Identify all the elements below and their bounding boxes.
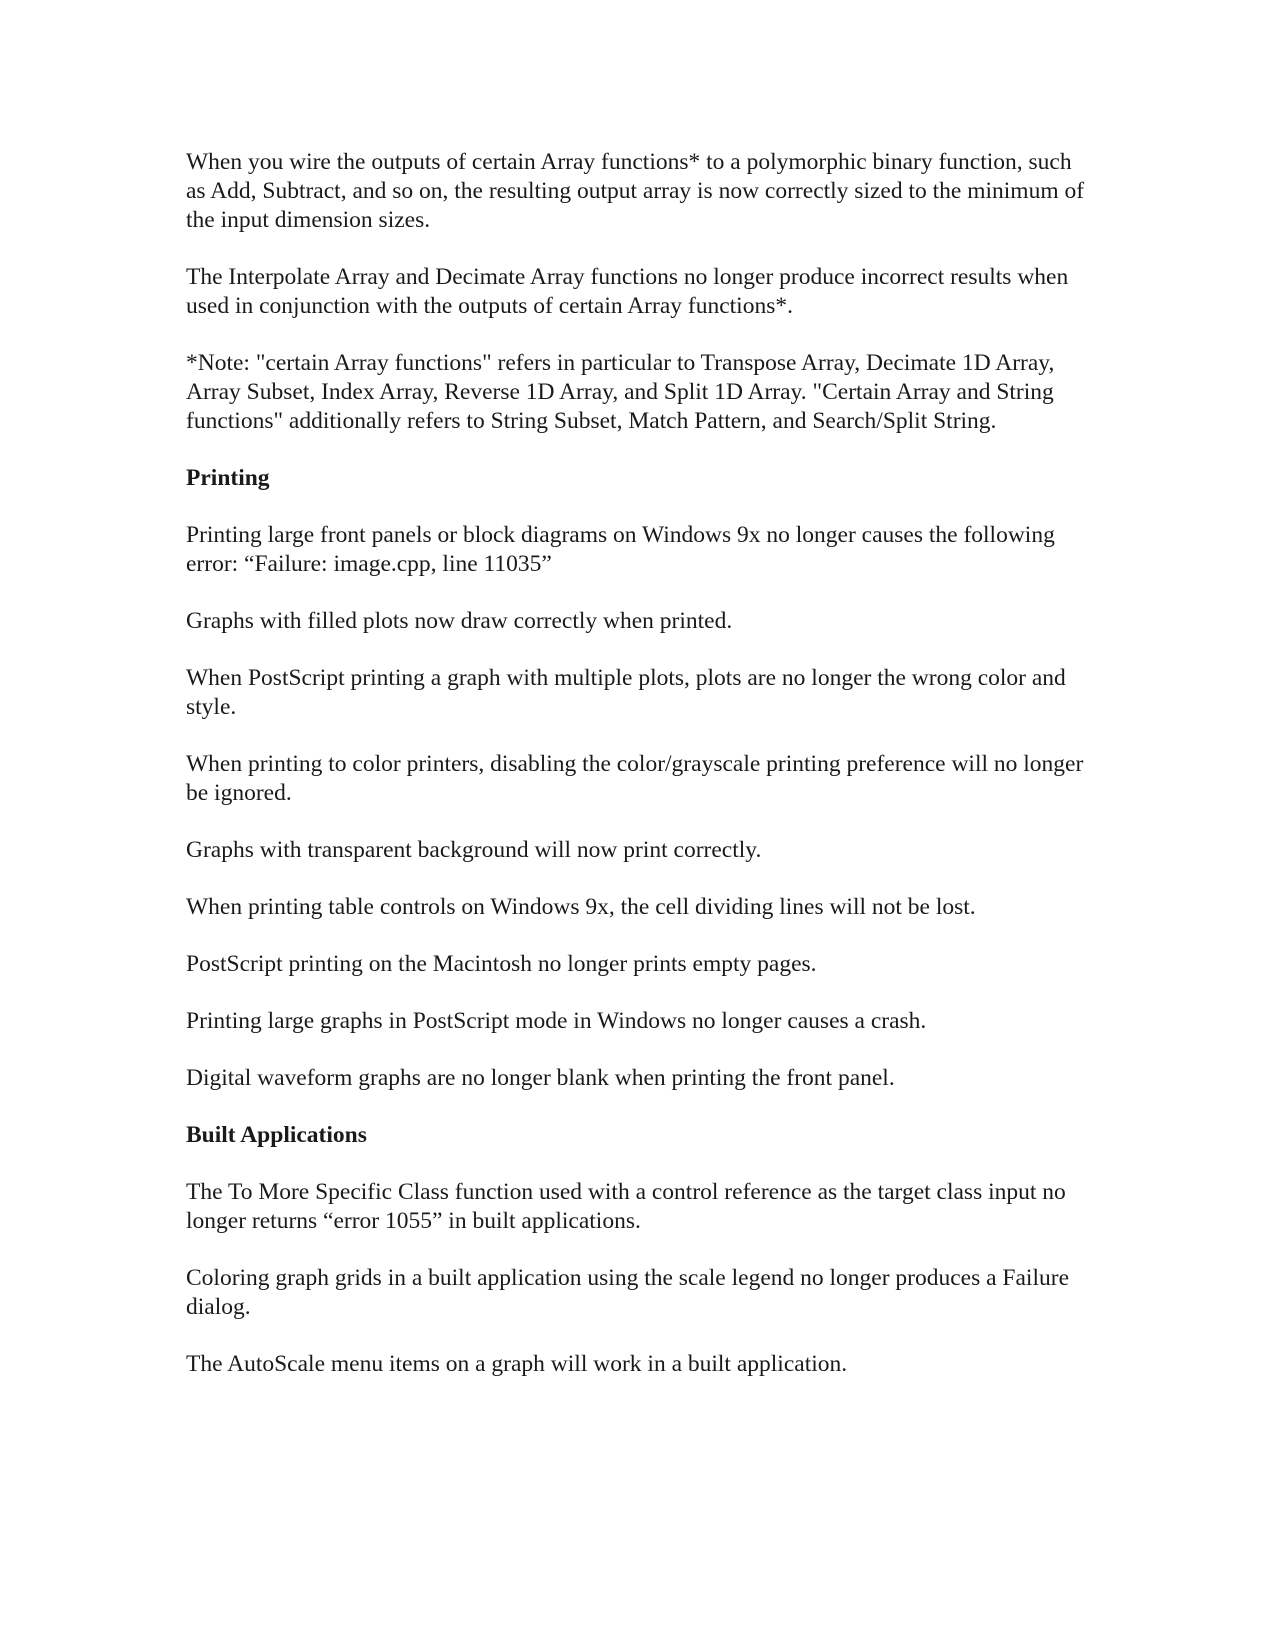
paragraph-filled-plots: Graphs with filled plots now draw correctly when printed. <box>186 608 733 634</box>
paragraph-large-graphs-crash: Printing large graphs in PostScript mode in Windows no longer causes a crash. <box>186 1008 927 1034</box>
paragraph-digital-waveform: Digital waveform graphs are no longer blank when printing the front panel. <box>186 1065 895 1091</box>
paragraph-postscript-multiple-plots: When PostScript printing a graph with multiple plots, plots are no longer the wrong color and style. <box>186 665 1066 720</box>
paragraph-transparent-background: Graphs with transparent background will now print correctly. <box>186 837 762 863</box>
paragraph-table-controls: When printing table controls on Windows 9x, the cell dividing lines will not be lost. <box>186 894 976 920</box>
document-body <box>186 148 1086 1407</box>
paragraph-array-binary-function: When you wire the outputs of certain Array functions* to a polymorphic binary function, such as Add, Subtract, and so on, the resulting output array is now correctly sized to the minimum of the input dimension sizes. <box>186 149 1085 233</box>
paragraph-postscript-macintosh: PostScript printing on the Macintosh no longer prints empty pages. <box>186 951 817 977</box>
paragraph-graph-grids-coloring: Coloring graph grids in a built application using the scale legend no longer produces a Failure dialog. <box>186 1265 1069 1320</box>
paragraph-interpolate-decimate: The Interpolate Array and Decimate Array functions no longer produce incorrect results when used in conjunction with the outputs of certain Array functions*. <box>186 264 1069 319</box>
paragraph-array-functions-note: *Note: "certain Array functions" refers in particular to Transpose Array, Decimate 1D Array, Array Subset, Index Array, Reverse 1D Array, and Split 1D Array. "Certain Array and String functions" additionally refers to String Subset, Match Pattern, and Search/Split String. <box>186 350 1055 434</box>
paragraph-autoscale-menu: The AutoScale menu items on a graph will work in a built application. <box>186 1351 848 1377</box>
section-heading-built-applications: Built Applications <box>186 1122 367 1148</box>
paragraph-printing-large-panels: Printing large front panels or block diagrams on Windows 9x no longer causes the following error: “Failure: image.cpp, line 11035” <box>186 522 1055 577</box>
paragraph-color-printers: When printing to color printers, disabling the color/grayscale printing preference will no longer be ignored. <box>186 751 1084 806</box>
section-heading-printing: Printing <box>186 465 270 491</box>
paragraph-more-specific-class: The To More Specific Class function used with a control reference as the target class input no longer returns “error 1055” in built applications. <box>186 1179 1066 1234</box>
